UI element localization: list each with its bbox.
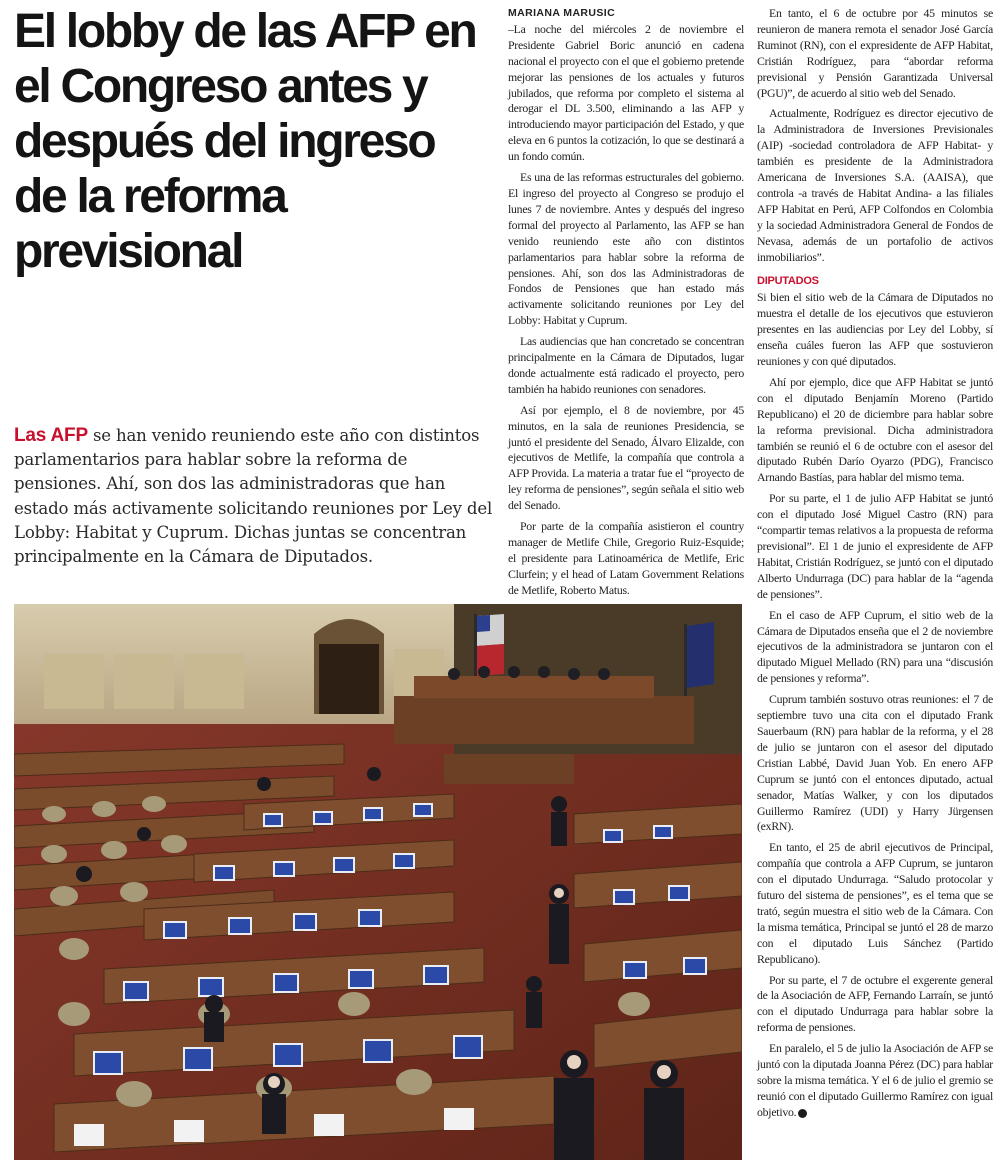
lead-kicker: Las AFP xyxy=(14,425,88,446)
body-paragraph: Si bien el sitio web de la Cámara de Diputados no muestra el detalle de los ejecutivos que estuvieron presentes en las audiencias por Ley del Lobby, sí enseña cuáles fueron las AFP que sostuvieron reuniones y con qué diputados. xyxy=(757,290,993,369)
body-paragraph: Es una de las reformas estructurales del gobierno. El ingreso del proyecto al Congreso se produjo el lunes 7 de noviembre. Antes y después del ingreso formal del proyecto al Parlamento, las AFP se han venido reuniendo este año con distintos parlamentarios para hablar sobre la reforma de pensiones. Ahí, son dos las Administradoras de Fondos de Pensiones que han estado más activamente solicitando reuniones por Ley del Lobby: Habitat y Cuprum. xyxy=(508,170,744,328)
final-paragraph-text: En paralelo, el 5 de julio la Asociación de AFP se juntó con la diputada Joanna Pérez (DC) para hablar sobre la misma temática. Y el 6 de julio el gremio se reunió con el diputado Guillermo Ramírez con igual objetivo. xyxy=(757,1041,993,1119)
end-of-article-icon xyxy=(798,1109,807,1118)
body-paragraph: En tanto, el 6 de octubre por 45 minutos se reunieron de manera remota el senador José García Ruminot (RN), con el expresidente de AFP Habitat, Cristián Rodríguez, para “abordar reforma previsional y Pensión Garantizada Universal (PGU)”, de acuerdo al sitio web del Senado. xyxy=(757,6,993,100)
body-paragraph: Ahí por ejemplo, dice que AFP Habitat se juntó con el diputado Benjamín Moreno (Partido Republicano) el 20 de diciembre para hablar sobre la reforma previsional. Dicha administradora también se reunió el 6 de octubre con el asesor del diputado Rubén Darío Oyarzo (PDG), Francisco Arnando Bastías, para hablar del mismo tema. xyxy=(757,374,993,485)
headline: El lobby de las AFP en el Congreso antes y después del ingreso de la reforma previsional xyxy=(14,5,476,278)
article-column-2 xyxy=(757,6,993,1126)
article-column-1 xyxy=(508,6,744,604)
lead-paragraph xyxy=(14,424,494,569)
chamber-photo-illustration xyxy=(14,604,742,1160)
byline: MARIANA MARUSIC xyxy=(508,7,616,19)
section-subhead: DIPUTADOS xyxy=(757,274,819,287)
body-paragraph: Cuprum también sostuvo otras reuniones: el 7 de septiembre tuvo una cita con el diputado Frank Sauerbaum (RN) para hablar de la reforma, y el 28 de julio se juntaron con el asesor del diputado Cristian Labbé, David Juan Yob. En enero AFP Cuprum se juntó con el entonces diputado, actual senador, Matías Walker, y con los diputados Guillermo Ramírez (UDI) y Harry Jürgensen (exRN). xyxy=(757,692,993,834)
body-paragraph: En el caso de AFP Cuprum, el sitio web de la Cámara de Diputados enseña que el 2 de noviembre ejecutivos de la administradora se juntaron con el diputado Miguel Mellado (RN) para una “discusión de pensiones y reforma”. xyxy=(757,607,993,686)
body-paragraph: Actualmente, Rodríguez es director ejecutivo de la Administradora de Inversiones Previsionales (AIP) -sociedad controladora de AFP Habitat- y también es presidente de la Administradora Americana de Inversiones S.A. (AAISA), que controla -a través de Habitat Andina- a las filiales AFP Habitat en Perú, AFP Colfondos en Colombia y la sociedad Administradora General de Fondos de Nevasa, además de un portafolio de activos inmobiliarios”. xyxy=(757,106,993,264)
lead-text: se han venido reuniendo este año con distintos parlamentarios para hablar sobre la reforma de pensiones. Ahí, son dos las administradoras que han estado más activamente solicitando reuniones por Ley del Lobby: Habitat y Cuprum. Dichas juntas se concentran principalmente en la Cámara de Diputados. xyxy=(14,426,493,567)
chamber-photo xyxy=(14,604,742,1160)
body-paragraph: Por parte de la compañía asistieron el country manager de Metlife Chile, Gregorio Ruiz-Esquide; el presidente para Latinoamérica de Metlife, Eric Clurfein; y el head of Latam Government Relations de Metlife, Roberto Matus. xyxy=(508,519,744,597)
body-paragraph: Por su parte, el 7 de octubre el exgerente general de la Asociación de AFP, Fernando Larraín, se juntó con el diputado Undurraga para hablar sobre la reforma de pensiones. xyxy=(757,972,993,1035)
body-paragraph: Así por ejemplo, el 8 de noviembre, por 45 minutos, en la sala de reuniones Presidencia, se juntó el presidente del Senado, Álvaro Elizalde, con ejecutivos de Metlife, la compañía que controla a AFP Provida. La materia a tratar fue el “proyecto de ley reforma de pensiones”, según señala el sitio web del Senado. xyxy=(508,402,744,513)
body-paragraph: Las audiencias que han concretado se concentran principalmente en la Cámara de Diputados, lugar donde actualmente está radicado el proyecto, pero también ha habido reuniones con senadores. xyxy=(508,334,744,396)
body-paragraph xyxy=(757,1041,993,1121)
body-paragraph: Por su parte, el 1 de julio AFP Habitat se juntó con el diputado José Miguel Castro (RN) para “compartir temas relativos a la propuesta de reforma previsional”. El 1 de junio el expresidente de AFP Habitat, Cristián Rodríguez, se juntó con el diputado Alberto Undurraga (DC) para hablar de la “agenda de pensiones”. xyxy=(757,491,993,601)
body-paragraph: –La noche del miércoles 2 de noviembre el Presidente Gabriel Boric anunció en cadena nacional el proyecto con el que el gobierno pretende mejorar las pensiones de los actuales y futuros jubilados, que reforma por completo el sistema al derogar el DL 3.500, eliminando a las AFP y introduciendo mayor participación del Estado, y que eleva en 6 puntos la cotización, lo que se destinará a un fondo común. xyxy=(508,21,744,164)
body-paragraph: En tanto, el 25 de abril ejecutivos de Principal, compañía que controla a AFP Cuprum, se juntaron con el diputado Undurraga. “Saludo protocolar y futuro del sistema de pensiones”, es el tema que se trató, según muestra el sitio web de la Cámara. Con la misma temática, Principal se juntó el 28 de marzo con el diputado Luis Sánchez (Partido Republicano). xyxy=(757,840,993,966)
